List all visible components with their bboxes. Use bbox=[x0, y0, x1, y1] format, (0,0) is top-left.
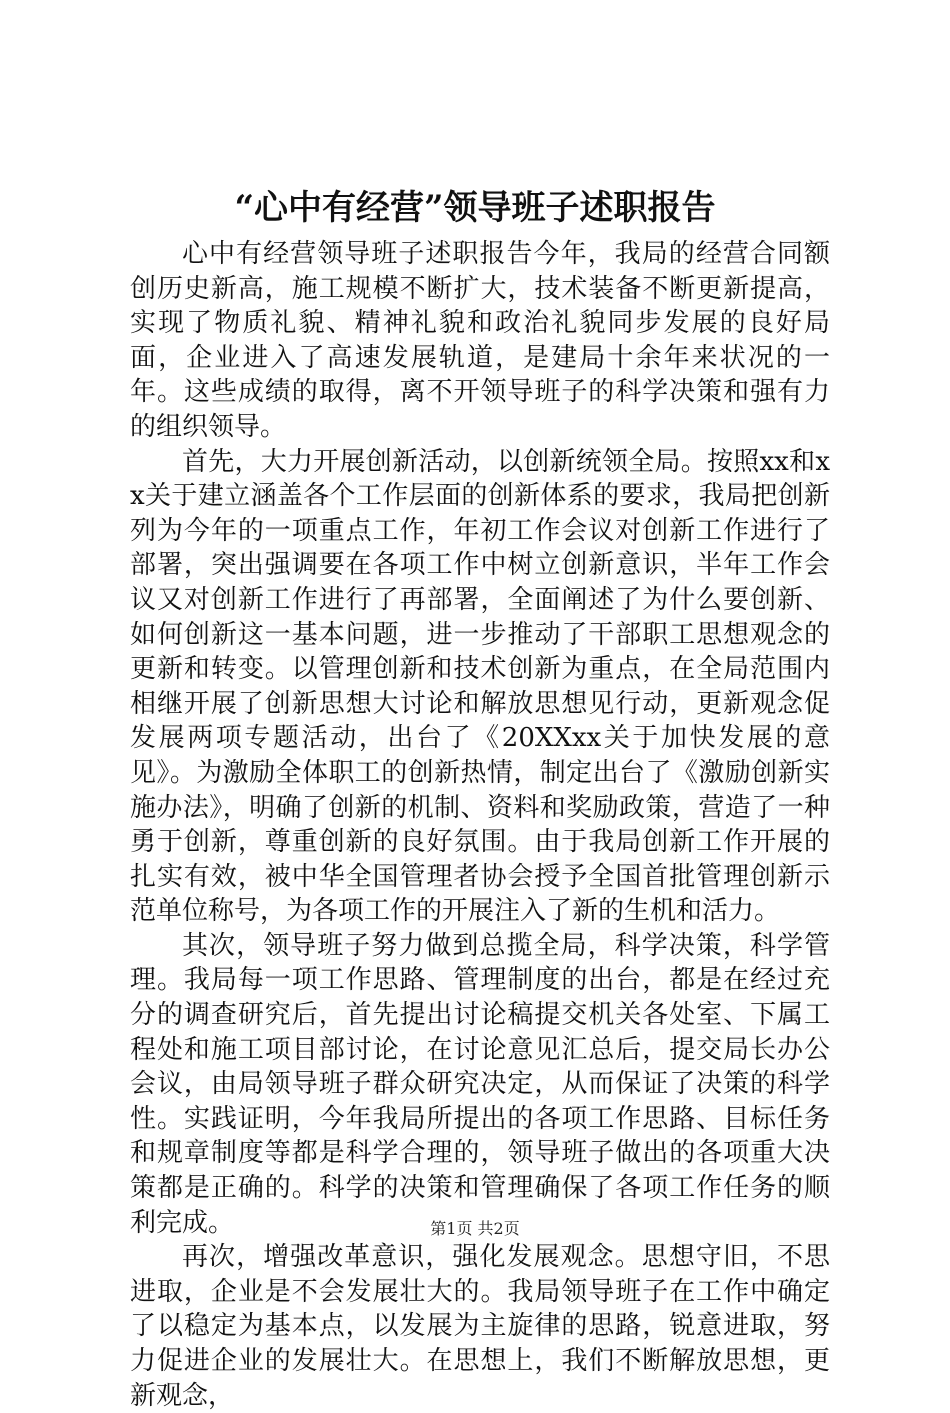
paragraph: 再次，增强改革意识，强化发展观念。思想守旧，不思进取，企业是不会发展壮大的。我局领导班子在工作中确定了以稳定为基本点，以发展为主旋律的思路，锐意进取，努力促进企业的发展壮大。在思想上，我们不断解放思想，更新观念， bbox=[130, 1242, 830, 1411]
paragraph: 心中有经营领导班子述职报告今年，我局的经营合同额创历史新高，施工规模不断扩大，技术装备不断更新提高，实现了物质礼貌、精神礼貌和政治礼貌同步发展的良好局面，企业进入了高速发展轨道，是建局十余年来状况的一年。这些成绩的取得，离不开领导班子的科学决策和强有力的组织领导。 bbox=[130, 239, 830, 442]
page-footer: 第1页 共2页 bbox=[430, 1219, 520, 1238]
page-title: “心中有经营”领导班子述职报告 bbox=[234, 188, 716, 228]
paragraph: 首先，大力开展创新活动，以创新统领全局。按照xx和xx关于建立涵盖各个工作层面的创新体系的要求，我局把创新列为今年的一项重点工作，年初工作会议对创新工作进行了部署，突出强调要在各项工作中树立创新意识，半年工作会议又对创新工作进行了再部署，全面阐述了为什么要创新、如何创新这一基本问题，进一步推动了干部职工思想观念的更新和转变。以管理创新和技术创新为重点，在全局范围内相继开展了创新思想大讨论和解放思想见行动，更新观念促发展两项专题活动，出台了《20XXxx关于加快发展的意见》。为激励全体职工的创新热情，制定出台了《激励创新实施办法》，明确了创新的机制、资料和奖励政策，营造了一种勇于创新，尊重创新的良好氛围。由于我局创新工作开展的扎实有效，被中华全国管理者协会授予全国首批管理创新示范单位称号，为各项工作的开展注入了新的生机和活力。 bbox=[130, 446, 830, 927]
paragraph: 其次，领导班子努力做到总揽全局，科学决策，科学管理。我局每一项工作思路、管理制度的出台，都是在经过充分的调查研究后，首先提出讨论稿提交机关各处室、下属工程处和施工项目部讨论，在讨论意见汇总后，提交局长办公会议，由局领导班子群众研究决定，从而保证了决策的科学性。实践证明，今年我局所提出的各项工作思路、目标任务和规章制度等都是科学合理的，领导班子做出的各项重大决策都是正确的。科学的决策和管理确保了各项工作任务的顺利完成。 bbox=[130, 930, 830, 1238]
